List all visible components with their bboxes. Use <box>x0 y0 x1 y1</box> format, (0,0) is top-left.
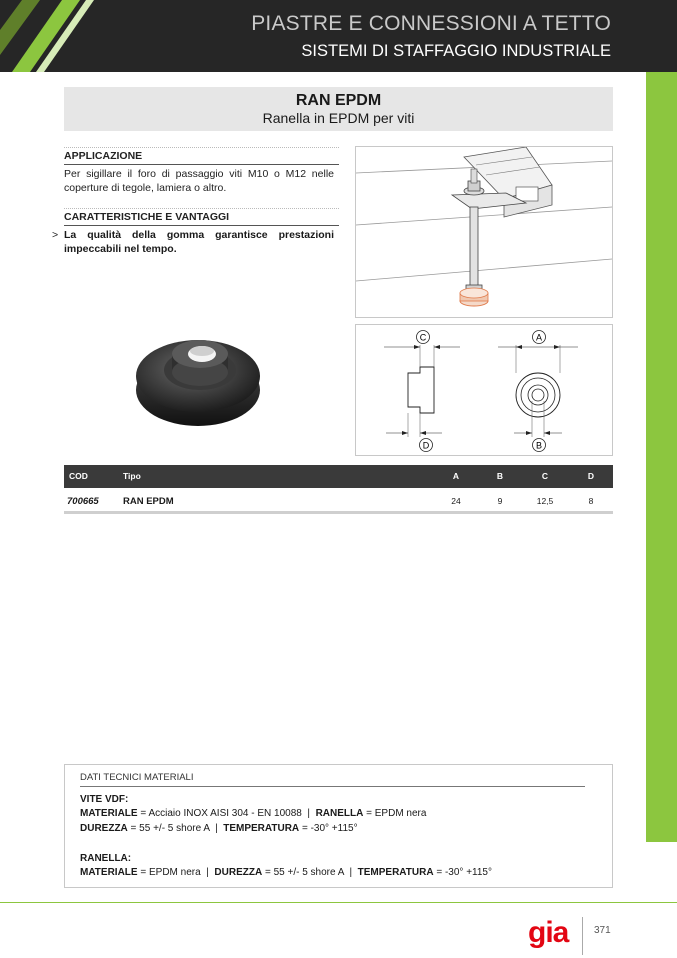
row-b: 9 <box>497 496 503 506</box>
footer-separator <box>582 917 583 955</box>
product-description: Ranella in EPDM per viti <box>262 110 415 126</box>
dim-b-label: B <box>535 440 543 451</box>
row-a: 24 <box>451 496 461 506</box>
installation-drawing <box>355 146 613 318</box>
bullet-arrow-icon: > <box>52 229 59 241</box>
ranella-title: RANELLA: <box>80 853 132 864</box>
vite-line-1: MATERIALE = Acciaio INOX AISI 304 - EN 10088 | RANELLA = EPDM nera <box>80 808 427 819</box>
side-accent-bar <box>646 72 677 842</box>
col-c: C <box>541 471 549 481</box>
section-subtitle: SISTEMI DI STAFFAGGIO INDUSTRIALE <box>301 42 611 60</box>
col-a: A <box>452 471 460 481</box>
tech-data-heading: DATI TECNICI MATERIALI <box>80 772 585 787</box>
application-heading: APPLICAZIONE <box>64 150 339 165</box>
ranella-line-1: MATERIALE = EPDM nera | DUREZZA = 55 +/- 5 shore A | TEMPERATURA = -30° +115° <box>80 867 492 878</box>
row-tipo: RAN EPDM <box>123 496 174 507</box>
table-row <box>64 490 613 514</box>
feature-text: La qualità della gomma garantisce prestazioni impeccabili nel tempo. <box>64 229 334 255</box>
vite-title: VITE VDF: <box>80 794 129 805</box>
dim-c-label: C <box>419 332 427 343</box>
application-text: Per sigillare il foro di passaggio viti M10 o M12 nelle coperture di tegole, lamiera o altro. <box>64 168 334 194</box>
page-header <box>0 0 677 72</box>
dimension-drawing <box>355 324 613 456</box>
product-title-box <box>64 87 613 131</box>
footer-line <box>0 902 677 903</box>
col-b: B <box>496 471 504 481</box>
feature-item <box>52 228 334 256</box>
section-title: PIASTRE E CONNESSIONI A TETTO <box>251 12 611 35</box>
product-photo <box>130 318 266 434</box>
vite-line-2: DUREZZA = 55 +/- 5 shore A | TEMPERATURA = -30° +115° <box>80 823 358 834</box>
row-c: 12,5 <box>536 496 554 506</box>
dim-a-label: A <box>535 332 543 343</box>
features-heading: CARATTERISTICHE E VANTAGGI <box>64 211 339 226</box>
row-cod: 700665 <box>67 496 99 507</box>
page-number: 371 <box>594 925 611 936</box>
row-d: 8 <box>588 496 594 506</box>
header-stripes-decoration <box>0 0 140 72</box>
dim-d-label: D <box>422 440 430 451</box>
product-code: RAN EPDM <box>295 92 382 109</box>
brand-logo: gia <box>528 916 569 949</box>
table-header <box>64 465 613 488</box>
col-tipo: Tipo <box>123 471 141 481</box>
col-cod: COD <box>69 471 88 481</box>
tech-data-box <box>64 764 613 888</box>
col-d: D <box>587 471 595 481</box>
